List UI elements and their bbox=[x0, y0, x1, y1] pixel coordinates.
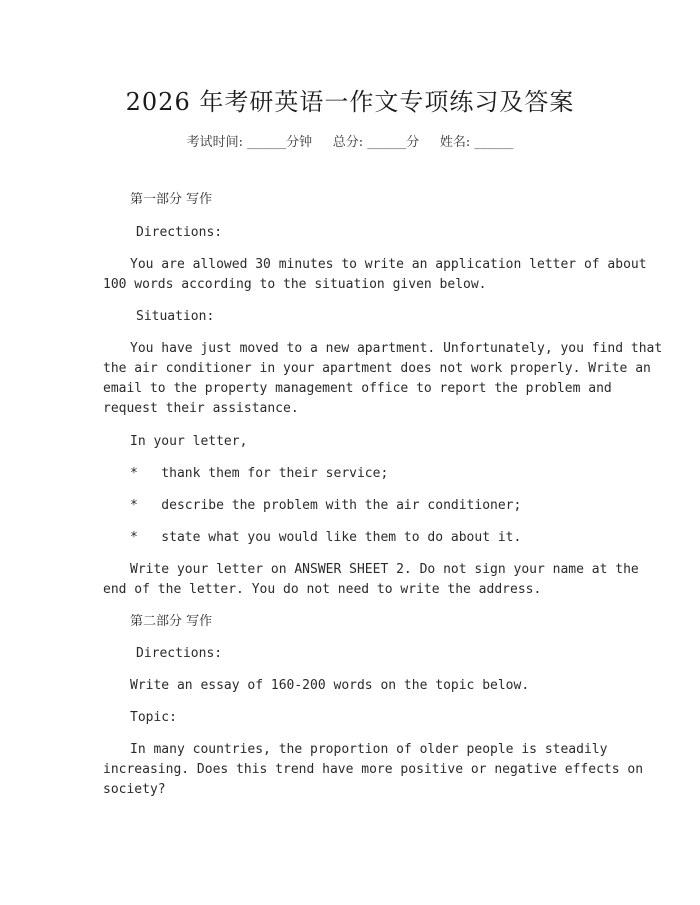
part2-directions-label: Directions: bbox=[136, 646, 223, 661]
part2-topic-line2: increasing. Does this trend have more positive or negative effects on bbox=[103, 762, 644, 777]
part1-situation-line1: You have just moved to a new apartment. Unfortunately, you find that bbox=[130, 341, 663, 356]
part2-heading: 第二部分 写作 bbox=[130, 614, 213, 629]
bullet-item-2: * describe the problem with the air conditioner; bbox=[130, 498, 522, 513]
bullet-item-1: * thank them for their service; bbox=[130, 466, 389, 481]
part1-directions-line1: You are allowed 30 minutes to write an application letter of about bbox=[130, 257, 647, 272]
exam-info-line: 考试时间: ______分钟 总分: ______分 姓名: ______ bbox=[186, 135, 514, 150]
part1-note-line2: end of the letter. You do not need to write the address. bbox=[103, 582, 542, 597]
part2-topic-label: Topic: bbox=[130, 710, 177, 725]
part1-note-line1: Write your letter on ANSWER SHEET 2. Do not sign your name at the bbox=[130, 562, 639, 577]
part1-directions-line2: 100 words according to the situation given below. bbox=[103, 277, 487, 292]
part2-topic-line1: In many countries, the proportion of older people is steadily bbox=[130, 742, 608, 757]
part1-heading: 第一部分 写作 bbox=[130, 192, 213, 207]
part2-directions-text: Write an essay of 160-200 words on the topic below. bbox=[130, 678, 530, 693]
part1-situation-line3: email to the property management office to report the problem and bbox=[103, 381, 612, 396]
part1-situation-line2: the air conditioner in your apartment does not work properly. Write an bbox=[103, 361, 651, 376]
bullet-item-3: * state what you would like them to do about it. bbox=[130, 530, 522, 545]
part1-letter-intro: In your letter, bbox=[130, 434, 248, 449]
part1-directions-label: Directions: bbox=[136, 225, 223, 240]
part1-situation-line4: request their assistance. bbox=[103, 401, 299, 416]
page-title: 2026 年考研英语一作文专项练习及答案 bbox=[125, 88, 575, 116]
part2-topic-line3: society? bbox=[103, 782, 166, 797]
part1-situation-label: Situation: bbox=[136, 309, 215, 324]
